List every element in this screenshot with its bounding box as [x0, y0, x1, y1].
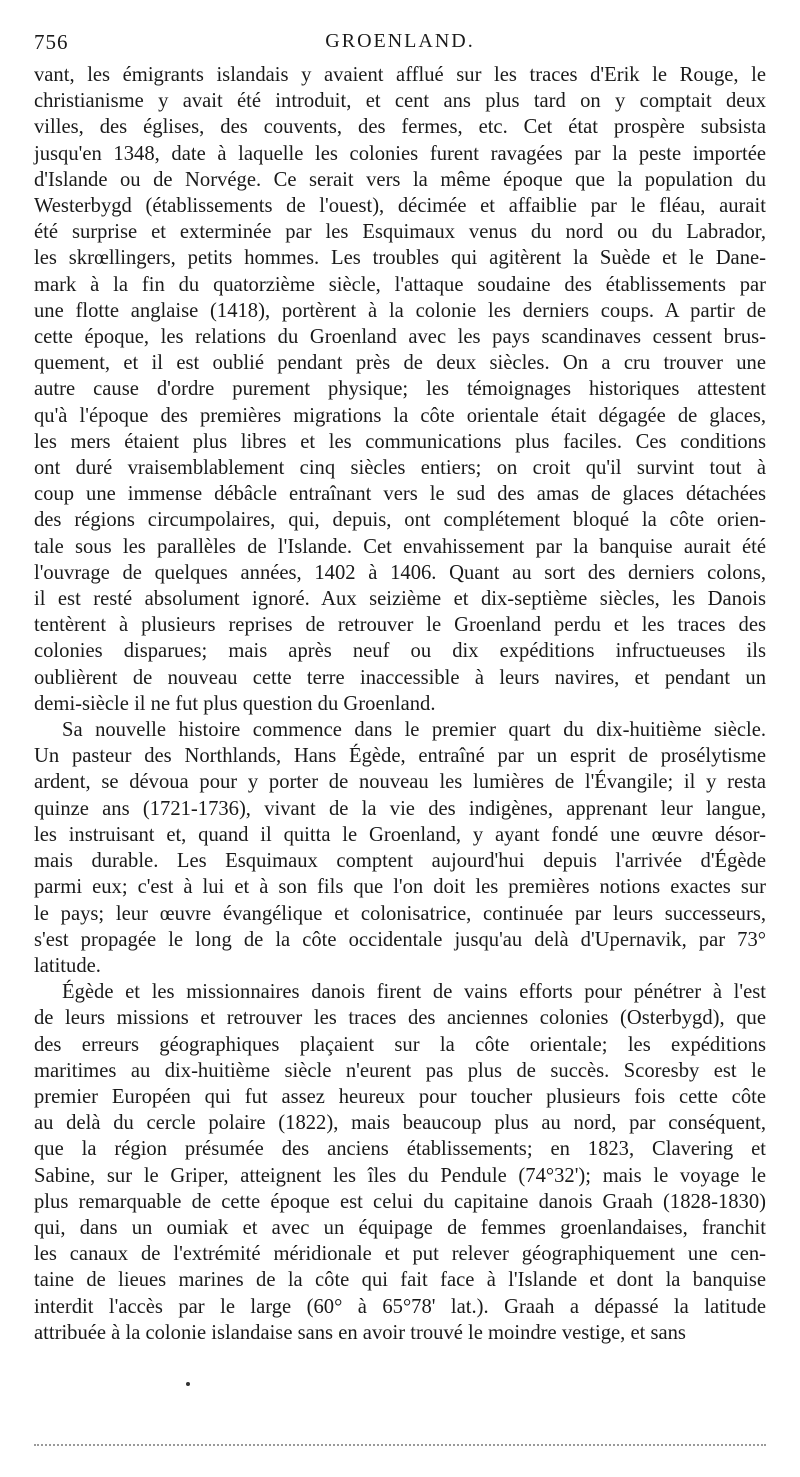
text-line: Égède et les missionnaires danois firent de vains efforts pour pénétrer à l'est [62, 981, 766, 1004]
text-line: les mers étaient plus libres et les communications plus faciles. Ces conditions [34, 430, 766, 453]
text-line: oublièrent de nouveau cette terre inaccessible à leurs navires, et pendant un [34, 666, 766, 689]
text-line: vant, les émigrants islandais y avaient afflué sur les traces d'Erik le Rouge, le [34, 64, 766, 86]
text-line: s'est propagée le long de la côte occidentale jusqu'au delà d'Upernavik, par 73° [34, 928, 766, 951]
text-line: latitude. [34, 954, 101, 977]
text-line: attribuée à la colonie islandaise sans en avoir trouvé le moindre vestige, et sans [34, 1321, 686, 1344]
print-speck [186, 1382, 190, 1386]
text-line: des régions circumpolaires, qui, depuis, ont complétement bloqué la côte orien- [34, 509, 766, 532]
text-line: quinze ans (1721-1736), vivant de la vie des indigènes, apprenant leur langue, [34, 797, 766, 820]
text-line: les instruisant et, quand il quitta le Groenland, y ayant fondé une œuvre désor- [34, 823, 766, 846]
text-line: tale sous les parallèles de l'Islande. Cet envahissement par la banquise aurait été [34, 535, 766, 558]
text-line: mark à la fin du quatorzième siècle, l'attaque soudaine des établissements par [34, 273, 766, 296]
body-text [34, 62, 766, 1346]
paragraph [34, 979, 766, 1346]
text-line: colonies disparues; mais après neuf ou dix expéditions infructueuses ils [34, 640, 766, 663]
running-title: GROENLAND. [325, 30, 475, 52]
text-line: Un pasteur des Northlands, Hans Égède, entraîné par un esprit de prosélytisme [34, 745, 766, 768]
text-line: qui, dans un oumiak et avec un équipage de femmes groenlandaises, franchit [34, 1216, 766, 1239]
paragraph [34, 62, 766, 717]
text-line: cette époque, les relations du Groenland avec les pays scandinaves cessent brus- [34, 326, 766, 349]
text-line: les skrœllingers, petits hommes. Les troubles qui agitèrent la Suède et le Dane- [34, 247, 766, 270]
running-head [34, 30, 766, 56]
text-line: au delà du cercle polaire (1822), mais beaucoup plus au nord, par conséquent, [34, 1112, 766, 1135]
text-line: Sa nouvelle histoire commence dans le premier quart du dix-huitième siècle. [62, 719, 766, 742]
text-line: interdit l'accès par le large (60° à 65°78' lat.). Graah a dépassé la latitude [34, 1295, 766, 1318]
text-line: ont duré vraisemblablement cinq siècles entiers; on croit qu'il survint tout à [34, 457, 766, 480]
text-line: jusqu'en 1348, date à laquelle les colonies furent ravagées par la peste importée [34, 142, 766, 165]
text-line: été surprise et exterminée par les Esquimaux venus du nord ou du Labrador, [34, 221, 766, 244]
text-line: des erreurs géographiques plaçaient sur la côte orientale; les expéditions [34, 1033, 766, 1056]
text-line: les canaux de l'extrémité méridionale et put relever géographiquement une cen- [34, 1243, 766, 1266]
text-line: demi-siècle il ne fut plus question du Groenland. [34, 692, 436, 715]
text-line: que la région présumée des anciens établissements; en 1823, Clavering et [34, 1138, 766, 1161]
paragraph [34, 717, 766, 979]
text-line: Westerbygd (établissements de l'ouest), décimée et affaiblie par le fléau, aurait [34, 195, 766, 218]
text-line: une flotte anglaise (1418), portèrent à la colonie les derniers coups. A partir de [34, 299, 766, 322]
page-number: 756 [34, 30, 69, 54]
text-line: il est resté absolument ignoré. Aux seizième et dix-septième siècles, les Danois [34, 588, 766, 611]
text-line: ardent, se dévoua pour y porter de nouveau les lumières de l'Évangile; il y resta [34, 771, 766, 794]
text-line: Sabine, sur le Griper, atteignent les îles du Pendule (74°32'); mais le voyage le [34, 1164, 766, 1187]
text-line: de leurs missions et retrouver les traces des anciennes colonies (Osterbygd), que [34, 1007, 766, 1030]
text-line: parmi eux; c'est à lui et à son fils que l'on doit les premières notions exactes sur [34, 876, 766, 899]
text-line: mais durable. Les Esquimaux comptent aujourd'hui depuis l'arrivée d'Égède [34, 850, 766, 873]
footer-rule [34, 1444, 766, 1446]
text-line: tentèrent à plusieurs reprises de retrouver le Groenland perdu et les traces des [34, 614, 766, 637]
text-line: le pays; leur œuvre évangélique et colonisatrice, continuée par leurs successeurs, [34, 902, 766, 925]
text-line: coup une immense débâcle entraînant vers le sud des amas de glaces détachées [34, 483, 766, 506]
text-line: l'ouvrage de quelques années, 1402 à 1406. Quant au sort des derniers colons, [34, 561, 766, 584]
text-line: premier Européen qui fut assez heureux pour toucher plusieurs fois cette côte [34, 1085, 766, 1108]
text-line: christianisme y avait été introduit, et cent ans plus tard on y comptait deux [34, 90, 766, 113]
text-line: villes, des églises, des couvents, des fermes, etc. Cet état prospère subsista [34, 116, 766, 139]
text-line: d'Islande ou de Norvége. Ce serait vers la même époque que la population du [34, 168, 766, 191]
text-line: taine de lieues marines de la côte qui fait face à l'Islande et dont la banquise [34, 1269, 766, 1292]
text-line: autre cause d'ordre purement physique; les témoignages historiques attestent [34, 378, 766, 401]
text-line: plus remarquable de cette époque est celui du capitaine danois Graah (1828-1830) [34, 1190, 766, 1213]
text-line: qu'à l'époque des premières migrations la côte orientale était dégagée de glaces, [34, 404, 766, 427]
text-line: quement, et il est oublié pendant près de deux siècles. On a cru trouver une [34, 352, 766, 375]
text-line: maritimes au dix-huitième siècle n'eurent pas plus de succès. Scoresby est le [34, 1059, 766, 1082]
